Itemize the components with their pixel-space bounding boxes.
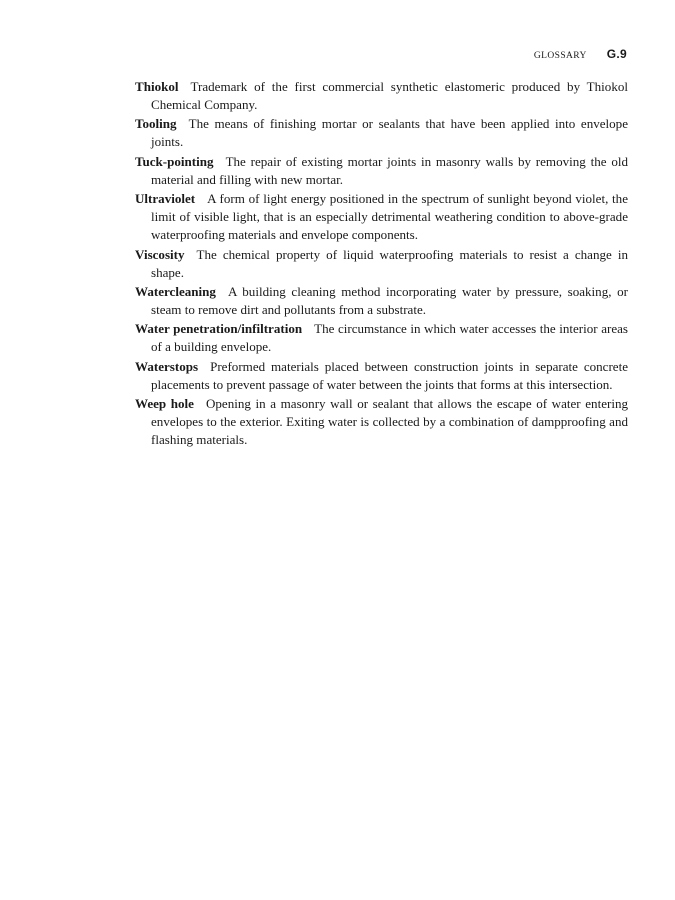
running-title: GLOSSARY xyxy=(533,51,587,61)
page-number: G.9 xyxy=(606,47,627,61)
glossary-term: Watercleaning xyxy=(135,283,216,299)
glossary-definition: A building cleaning method incorporating water by pressure, soaking, or steam to remove dirt and pollutants from a substrate. xyxy=(151,283,628,318)
glossary-entry-water-penetration xyxy=(135,320,628,356)
glossary-term: Ultraviolet xyxy=(135,191,196,207)
glossary-definition: Trademark of the first commercial synthetic elastomeric produced by Thiokol Chemical Company. xyxy=(151,79,628,113)
glossary-entry-watercleaning xyxy=(135,283,628,319)
glossary-definition: A form of light energy positioned in the spectrum of sunlight beyond violet, the limit of visible light, that is an especially detrimental weathering condition to above-grade waterproofing materials and envelope components. xyxy=(151,191,628,243)
glossary-definition: The repair of existing mortar joints in masonry walls by removing the old material and filling with new mortar. xyxy=(151,153,628,187)
glossary-term: Water penetration/infiltration xyxy=(135,321,303,337)
glossary-list xyxy=(135,78,628,451)
glossary-entry-tooling xyxy=(135,115,628,151)
glossary-entry-thiokol xyxy=(135,78,628,114)
glossary-definition: The circumstance in which water accesses the interior areas of a building envelope. xyxy=(151,321,628,355)
running-head xyxy=(534,47,627,61)
glossary-entry-ultraviolet xyxy=(135,190,628,244)
glossary-term: Tuck-pointing xyxy=(135,153,214,169)
glossary-term: Waterstops xyxy=(135,358,199,374)
glossary-entry-waterstops xyxy=(135,358,628,394)
glossary-definition: Opening in a masonry wall or sealant that allows the escape of water entering envelopes to the exterior. Exiting water is collected by a combination of dampproofing and flashing materials. xyxy=(151,396,628,448)
glossary-term: Viscosity xyxy=(135,246,185,262)
glossary-term: Weep hole xyxy=(135,396,194,412)
glossary-definition: The means of finishing mortar or sealants that have been applied into envelope joints. xyxy=(151,116,628,150)
glossary-entry-viscosity xyxy=(135,246,628,282)
glossary-term: Thiokol xyxy=(135,79,179,94)
glossary-entry-tuck-pointing xyxy=(135,153,628,189)
glossary-definition: The chemical property of liquid waterproofing materials to resist a change in shape. xyxy=(151,246,628,280)
glossary-term: Tooling xyxy=(135,116,177,132)
glossary-entry-weep-hole xyxy=(135,395,628,449)
glossary-definition: Preformed materials placed between construction joints in separate concrete placements to prevent passage of water between the joints that forms at this intersection. xyxy=(151,358,628,392)
